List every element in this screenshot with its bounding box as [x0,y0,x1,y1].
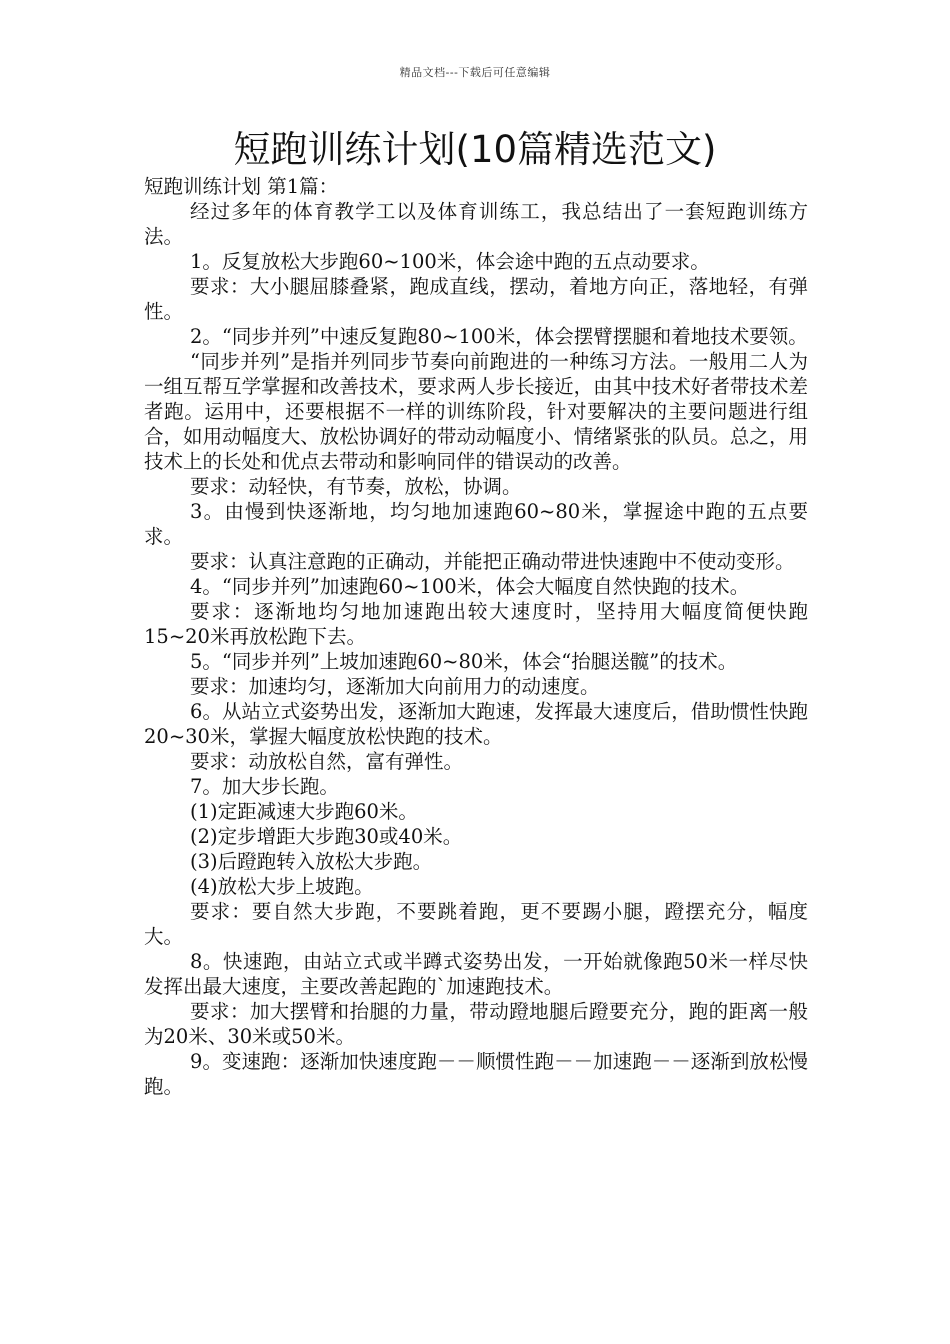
paragraph: 要求：加大摆臂和抬腿的力量，带动蹬地腿后蹬要充分，跑的距离一般为20米、30米或50米。 [144,1000,808,1048]
paragraph: 1。反复放松大步跑60~100米，体会途中跑的五点动要求。 [190,250,710,273]
paragraph: 要求：动轻快，有节奏，放松，协调。 [190,475,522,498]
paragraph: 8。快速跑，由站立式或半蹲式姿势出发，一开始就像跑50米一样尽快发挥出最大速度，主要改善起跑的`加速跑技术。 [144,950,808,998]
paragraph: 3。由慢到快逐渐地，均匀地加速跑60~80米，掌握途中跑的五点要求。 [144,500,808,548]
paragraph: 6。从站立式姿势出发，逐渐加大跑速，发挥最大速度后，借助惯性快跑20~30米，掌握大幅度放松快跑的技术。 [144,700,808,748]
paragraph: 2。“同步并列”中速反复跑80~100米，体会摆臂摆腿和着地技术要领。 [190,325,808,348]
paragraph: (1)定距减速大步跑60米。 [190,800,418,823]
paragraph: 要求：逐渐地均匀地加速跑出较大速度时，坚持用大幅度简便快跑15~20米再放松跑下去。 [144,600,808,648]
header-note: 精品文档---下载后可任意编辑 [399,66,551,79]
paragraph: 5。“同步并列”上坡加速跑60~80米，体会“抬腿送髋”的技术。 [190,650,738,673]
paragraph: 要求：加速均匀，逐渐加大向前用力的动速度。 [190,675,600,698]
paragraph: 4。“同步并列”加速跑60~100米，体会大幅度自然快跑的技术。 [190,575,750,598]
document-title: 短跑训练计划(10篇精选范文) [233,128,717,171]
paragraph: (2)定步增距大步跑30或40米。 [190,825,463,848]
paragraph: 要求：要自然大步跑，不要跳着跑，更不要踢小腿，蹬摆充分，幅度大。 [144,900,808,948]
section-heading: 短跑训练计划 第1篇： [144,175,339,198]
document-body [144,174,808,1099]
paragraph: (4)放松大步上坡跑。 [190,875,374,898]
paragraph: 7。加大步长跑。 [190,775,339,798]
paragraph: 要求：认真注意跑的正确动，并能把正确动带进快速跑中不使动变形。 [190,550,795,573]
paragraph: “同步并列”是指并列同步节奏向前跑进的一种练习方法。一般用二人为一组互帮互学掌握和改善技术，要求两人步长接近，由其中技术好者带技术差者跑。运用中，还要根据不一样的训练阶段，针对要解决的主要问题进行组合，如用动幅度大、放松协调好的带动动幅度小、情绪紧张的队员。总之，用技术上的长处和优点去带动和影响同伴的错误动的改善。 [144,350,808,473]
paragraph: 经过多年的体育教学工以及体育训练工，我总结出了一套短跑训练方法。 [144,200,808,248]
paragraph: (3)后蹬跑转入放松大步跑。 [190,850,433,873]
paragraph: 要求：动放松自然，富有弹性。 [190,750,464,773]
paragraph: 9。变速跑：逐渐加快速度跑－－顺惯性跑－－加速跑－－逐渐到放松慢跑。 [144,1050,808,1098]
paragraph: 要求：大小腿屈膝叠紧，跑成直线，摆动，着地方向正，落地轻，有弹性。 [144,275,808,323]
